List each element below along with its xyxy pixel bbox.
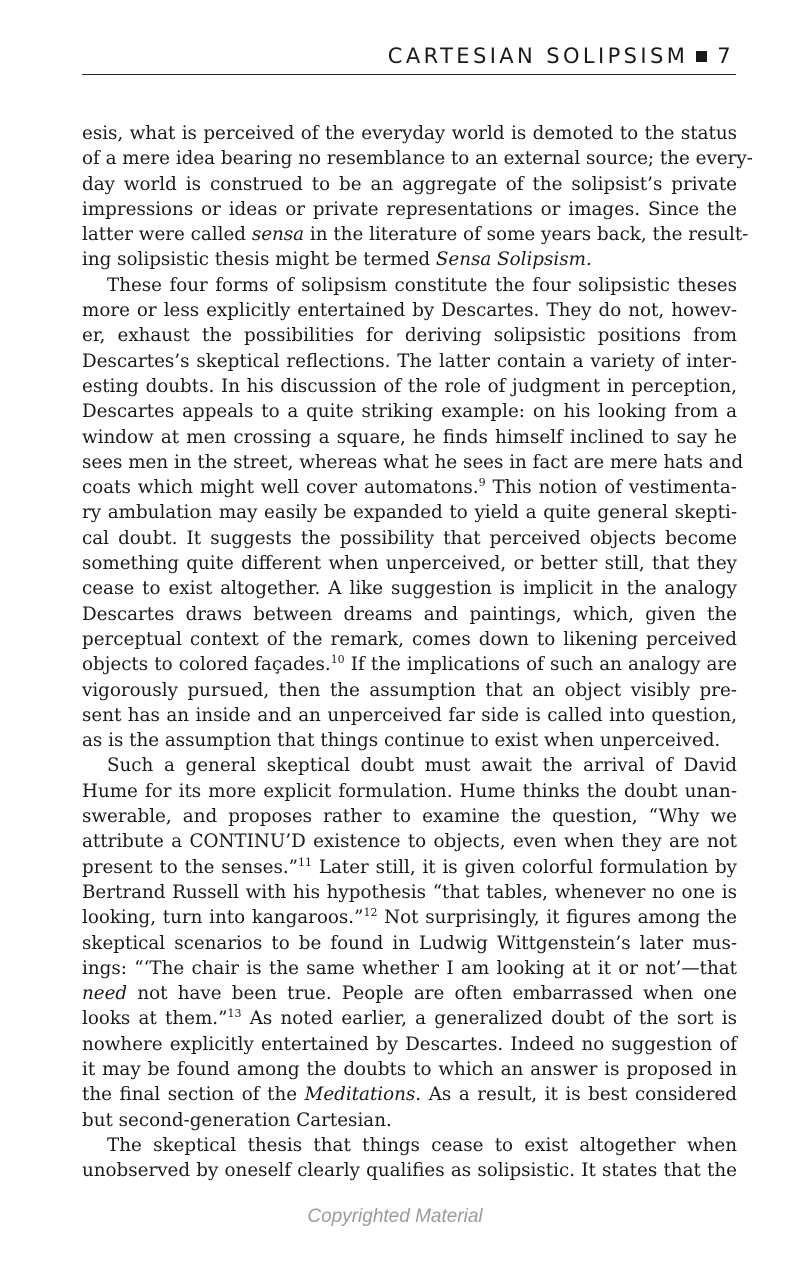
text-line: latter were called sensa in the literature of some years back, the result- xyxy=(82,224,749,246)
text-line: esis, what is perceived of the everyday world is demoted to the status xyxy=(82,123,737,144)
text-line: Descartes’s skeptical reflections. The latter contain a variety of inter- xyxy=(82,350,737,372)
text-line: of a mere idea bearing no resemblance to an external source; the every- xyxy=(82,148,753,170)
text-line: er, exhaust the possibilities for deriving solipsistic positions from xyxy=(82,325,737,347)
text-line: These four forms of solipsism constitute the four solipsistic theses xyxy=(107,274,737,296)
text-line: cease to exist altogether. A like suggestion is implicit in the analogy xyxy=(82,578,737,600)
text-line: attribute a CONTINU’D existence to objects, even when they are not xyxy=(82,831,737,853)
text-line: day world is construed to be an aggregate of the solipsist’s private xyxy=(82,173,737,195)
text-line: cal doubt. It suggests the possibility that perceived objects become xyxy=(82,527,737,549)
text-line: need not have been true. People are often embarrassed when one xyxy=(82,983,737,1005)
text-line: perceptual context of the remark, comes down to likening perceived xyxy=(82,628,737,650)
text-line: Such a general skeptical doubt must await the arrival of David xyxy=(107,755,737,777)
text-line: ing solipsistic thesis might be termed Sensa Solipsism. xyxy=(82,249,592,271)
text-line: nowhere explicitly entertained by Descartes. Indeed no suggestion of xyxy=(82,1033,737,1055)
text-line: Descartes draws between dreams and paintings, which, given the xyxy=(82,603,737,625)
text-line: ings: “‘The chair is the same whether I am looking at it or not’—that xyxy=(82,957,737,979)
text-line: Descartes appeals to a quite striking example: on his looking from a xyxy=(82,401,737,423)
text-line: present to the senses.”$^{11}$ Later still, it is given colorful formulation by xyxy=(82,855,737,878)
text-line: as is the assumption that things continue to exist when unperceived. xyxy=(82,730,721,752)
text-line: esting doubts. In his discussion of the role of judgment in perception, xyxy=(82,375,737,397)
text-line: Hume for its more explicit formulation. Hume thinks the doubt unan- xyxy=(82,780,737,802)
page-number: 7 xyxy=(717,44,734,68)
text-line: skeptical scenarios to be found in Ludwig Wittgenstein’s later mus- xyxy=(82,932,737,954)
text-line: unobserved by oneself clearly qualifies as solipsistic. It states that the xyxy=(82,1160,737,1182)
text-line: more or less explicitly entertained by Descartes. They do not, howev- xyxy=(82,300,737,322)
text-line: but second-generation Cartesian. xyxy=(82,1109,392,1131)
text-line: the final section of the Meditations. As a result, it is best considered xyxy=(82,1084,737,1106)
text-line: it may be found among the doubts to which an answer is proposed in xyxy=(82,1058,737,1080)
text-line: window at men crossing a square, he finds himself inclined to say he xyxy=(82,426,737,448)
square-bullet-icon xyxy=(696,51,707,62)
copyright-watermark: Copyrighted Material xyxy=(307,1206,483,1227)
text-line: vigorously pursued, then the assumption that an object visibly pre- xyxy=(82,679,737,701)
text-line: looking, turn into kangaroos.”$^{12}$ Not surprisingly, it figures among the xyxy=(82,906,737,929)
header-rule xyxy=(82,74,736,75)
text-line: something quite different when unperceived, or better still, that they xyxy=(82,553,737,575)
text-line: sent has an inside and an unperceived far side is called into question, xyxy=(82,704,737,726)
text-line: ry ambulation may easily be expanded to yield a quite general skepti- xyxy=(82,502,737,524)
text-line: sees men in the street, whereas what he sees in fact are mere hats and xyxy=(82,451,744,473)
text-line: The skeptical thesis that things cease to exist altogether when xyxy=(107,1134,737,1156)
text-line: Bertrand Russell with his hypothesis “that tables, whenever no one is xyxy=(82,881,737,903)
text-line: coats which might well cover automatons.$^9$ This notion of vestimenta- xyxy=(82,476,737,499)
body-text xyxy=(82,121,753,1183)
running-head-title: CARTESIAN SOLIPSISM xyxy=(387,44,689,68)
text-line: looks at them.”$^{13}$ As noted earlier, a generalized doubt of the sort is xyxy=(82,1007,737,1030)
text-line: swerable, and proposes rather to examine the question, “Why we xyxy=(82,806,737,828)
text-line: objects to colored façades.$^{10}$ If the implications of such an analogy are xyxy=(82,653,737,676)
running-head xyxy=(388,44,734,68)
text-line: impressions or ideas or private representations or images. Since the xyxy=(82,198,737,220)
